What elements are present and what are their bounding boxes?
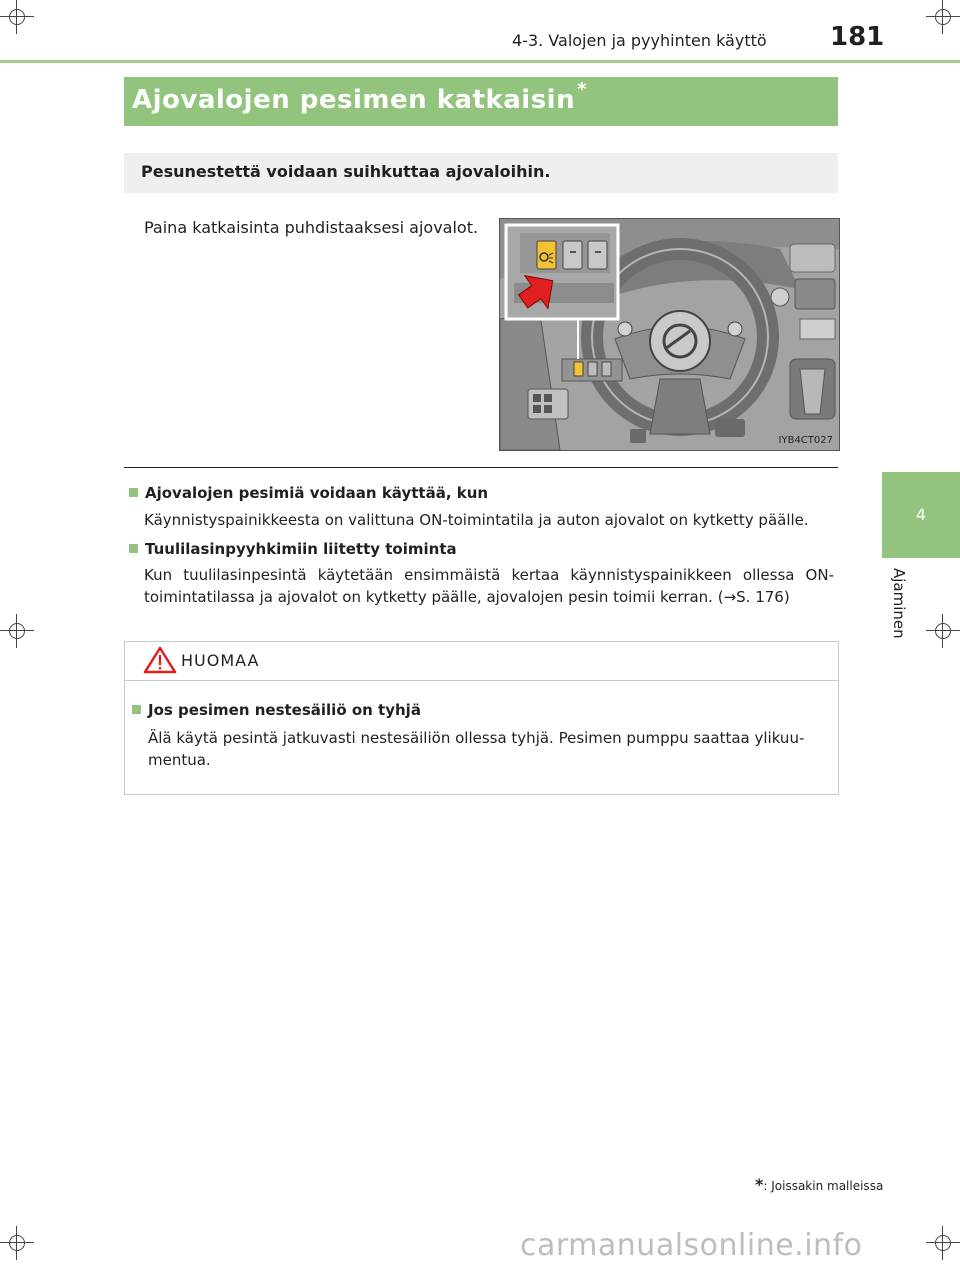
subtitle: Pesunestettä voidaan suihkuttaa ajovaloihin. [141,162,551,181]
warning-title: HUOMAA [181,651,260,670]
page-title [132,79,588,115]
warning-body: Älä käytä pesintä jatkuvasti nestesäiliön ollessa tyhjä. Pesimen pumppu saattaa ylikuu-mentua. [148,729,805,769]
note-body-2: Kun tuulilasinpesintä käytetään ensimmäistä kertaa käynnistyspainikkeen ollessa ON-toimintatilassa ja ajovalot on kytketty päälle, ajovalojen pesin toimii kerran. (→S. 176) [144,566,834,606]
note-heading-1-text: Ajovalojen pesimiä voidaan käyttää, kun [145,484,489,502]
warning-triangle-icon [143,646,177,674]
crop-mark-bottom-left [0,1226,34,1260]
crop-mark-mid-left [0,614,34,648]
page-title-text: Ajovalojen pesimen katkaisin [132,85,576,115]
note-heading-1 [129,484,488,502]
warning-heading-text: Jos pesimen nestesäiliö on tyhjä [148,701,421,719]
warning-heading [132,701,421,719]
dashboard-drawing [500,219,839,450]
crop-mark-top-left [0,0,34,34]
footnote [755,1175,883,1194]
crop-mark-bottom-right [926,1226,960,1260]
note-heading-2 [129,540,457,558]
square-bullet-icon [129,544,138,553]
note-heading-2-text: Tuulilasinpyyhkimiin liitetty toiminta [145,540,457,558]
intro-text: Paina katkaisinta puhdistaaksesi ajovalot. [144,218,479,237]
crop-mark-mid-right [926,614,960,648]
section-heading: 4-3. Valojen ja pyyhinten käyttö [512,31,767,50]
chapter-label [878,568,918,668]
chapter-label-text: Ajaminen [890,568,908,639]
crop-mark-top-right [926,0,960,34]
dashboard-illustration [499,218,840,451]
header-rule [0,60,960,63]
figure-code: IYB4CT027 [778,435,833,446]
note-body-1: Käynnistyspainikkeesta on valittuna ON-toimintatila ja auton ajovalot on kytketty päälle. [144,511,809,529]
square-bullet-icon [129,488,138,497]
asterisk-icon: * [577,79,588,100]
page-number: 181 [830,22,885,52]
asterisk-icon: * [755,1175,764,1194]
watermark: carmanualsonline.info [520,1228,863,1263]
section-divider [124,467,838,468]
warning-separator [124,680,839,681]
footnote-text: : Joissakin malleissa [763,1179,884,1193]
square-bullet-icon [132,705,141,714]
chapter-number: 4 [915,505,927,524]
